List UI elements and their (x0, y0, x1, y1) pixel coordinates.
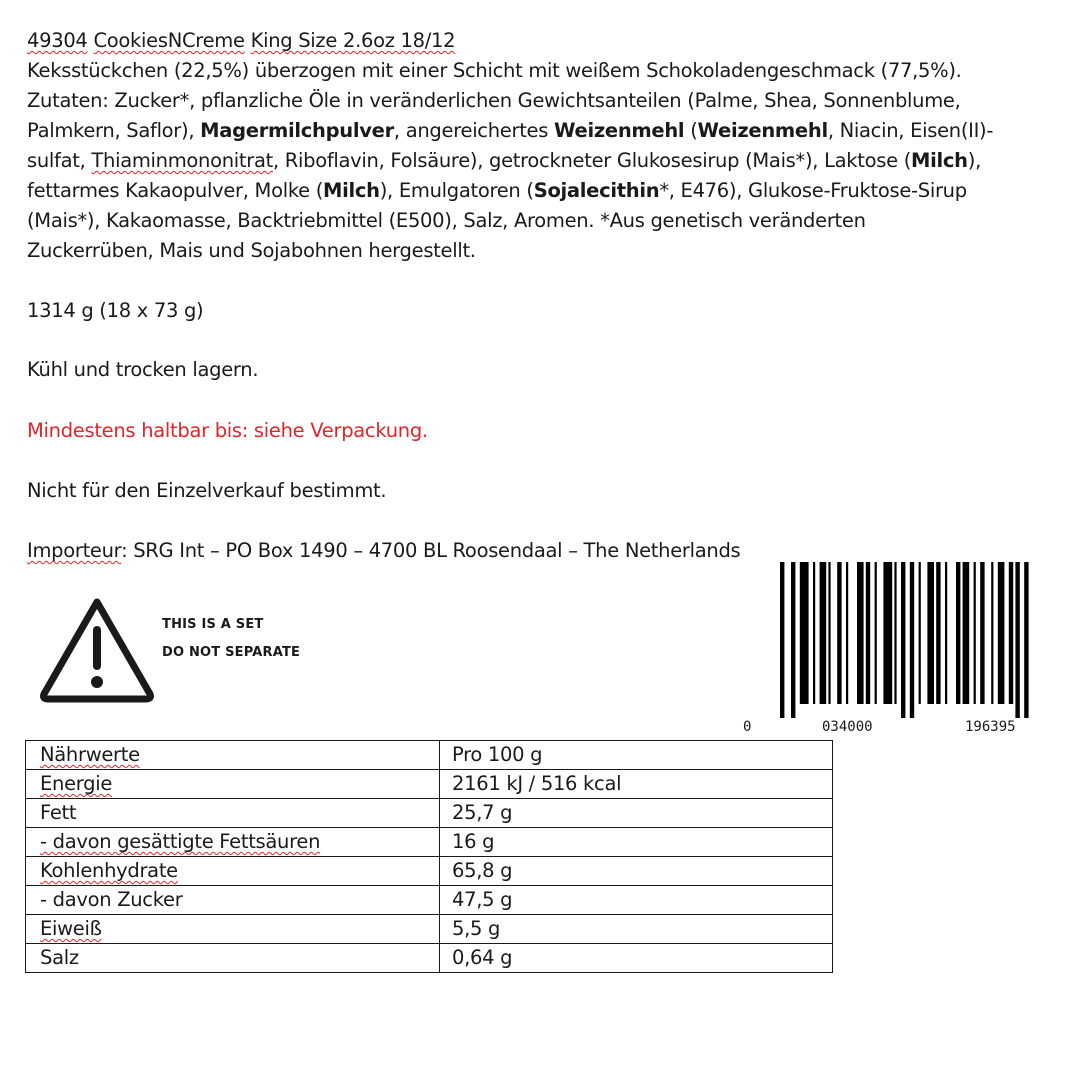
ingredients-line-3: Palmkern, Saflor), Magermilchpulver, angereichertes Weizenmehl (Weizenmehl, Niacin, Eisen(II)- (27, 119, 994, 142)
barcode-digit-left: 0 (743, 719, 752, 735)
not-for-resale-notice: Nicht für den Einzelverkauf bestimmt. (27, 479, 387, 502)
table-row (26, 944, 833, 973)
ingredients-line-7: Zuckerrüben, Mais und Sojabohnen hergestellt. (27, 239, 476, 262)
nutrition-table (25, 740, 833, 973)
nutrient-value: 0,64 g (440, 944, 833, 973)
product-title (27, 26, 455, 56)
nutrient-value: 2161 kJ / 516 kcal (440, 770, 833, 799)
table-header-row (26, 741, 833, 770)
importer-address: : SRG Int – PO Box 1490 – 4700 BL Roosendaal – The Netherlands (121, 539, 741, 562)
nutrient-label: Energie (40, 772, 113, 795)
barcode-group-1: 034000 (822, 719, 873, 735)
importer-label: Importeur (27, 539, 122, 562)
nutrient-label: Kohlenhydrate (40, 859, 178, 882)
product-name: CookiesNCreme (93, 29, 245, 52)
barcode-icon (778, 562, 1040, 718)
nutrient-label: Salz (26, 944, 440, 973)
ingredients-line-4: sulfat, Thiaminmononitrat, Riboflavin, Folsäure), getrockneter Glukosesirup (Mais*), Laktose (Milch), (27, 149, 981, 172)
best-before-notice: Mindestens haltbar bis: siehe Verpackung. (27, 419, 428, 442)
table-row (26, 915, 833, 944)
set-warning-line-1: THIS IS A SET (162, 617, 264, 632)
nutrition-header-label: Nährwerte (40, 743, 140, 766)
nutrient-value: 25,7 g (440, 799, 833, 828)
nutrient-label: Eiweiß (40, 917, 102, 940)
product-title-rest: King Size 2.6oz 18/12 (250, 29, 456, 52)
importer-line (27, 536, 740, 566)
nutrient-value: 5,5 g (440, 915, 833, 944)
storage-instructions: Kühl und trocken lagern. (27, 358, 259, 381)
nutrient-value: 47,5 g (440, 886, 833, 915)
nutrient-value: 65,8 g (440, 857, 833, 886)
nutrient-value: 16 g (440, 828, 833, 857)
table-row (26, 886, 833, 915)
description-line-1: Keksstückchen (22,5%) überzogen mit einer Schicht mit weißem Schokoladengeschmack (77,5%). (27, 59, 962, 82)
nutrient-label: Fett (26, 799, 440, 828)
table-row (26, 828, 833, 857)
ingredients-line-2: Zutaten: Zucker*, pflanzliche Öle in veränderlichen Gewichtsanteilen (Palme, Shea, Sonnenblume, (27, 89, 961, 112)
product-code: 49304 (27, 29, 88, 52)
table-row (26, 770, 833, 799)
nutrient-label: - davon Zucker (26, 886, 440, 915)
table-row (26, 799, 833, 828)
nutrition-header-value: Pro 100 g (440, 741, 833, 770)
net-weight: 1314 g (18 x 73 g) (27, 299, 204, 322)
barcode-group-2: 196395 (965, 719, 1016, 735)
ingredients-line-6: (Mais*), Kakaomasse, Backtriebmittel (E500), Salz, Aromen. *Aus genetisch veränderten (27, 209, 866, 232)
table-row (26, 857, 833, 886)
set-warning-line-2: DO NOT SEPARATE (162, 645, 301, 660)
warning-triangle-icon (38, 596, 156, 704)
ingredients-line-5: fettarmes Kakaopulver, Molke (Milch), Emulgatoren (Sojalecithin*, E476), Glukose-Fruktose-Sirup (27, 179, 967, 202)
nutrient-label: - davon gesättigte Fettsäuren (40, 830, 321, 853)
